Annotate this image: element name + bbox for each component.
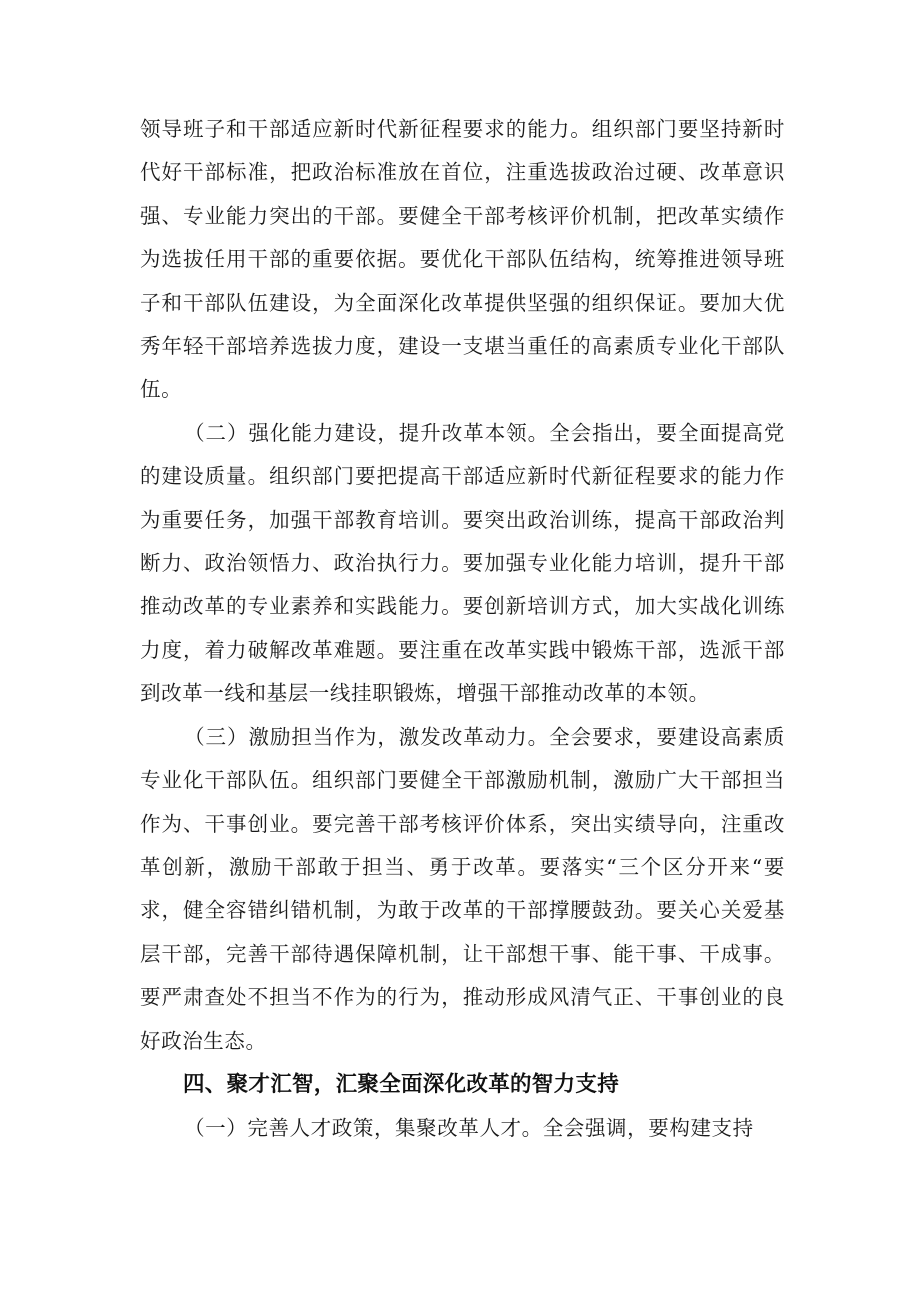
paragraph-strengthen-capability: （二）强化能力建设，提升改革本领。全会指出，要全面提高党的建设质量。组织部门要把提高干部适应新时代新征程要求的能力作为重要任务，加强干部教育培训。要突出政治训练，提高干部政治判断力、政治领悟力、政治执行力。要加强专业化能力培训，提升干部推动改革的专业素养和实践能力。要创新培训方式，加大实战化训练力度，着力破解改革难题。要注重在改革实践中锻炼干部，选派干部到改革一线和基层一线挂职锻炼，增强干部推动改革的本领。 bbox=[140, 420, 785, 706]
paragraph-talent-policy: （一）完善人才政策，集聚改革人才。全会强调，要构建支持 bbox=[184, 1115, 754, 1140]
paragraph-continuation: 领导班子和干部适应新时代新征程要求的能力。组织部门要坚持新时代好干部标准，把政治标准放在首位，注重选拔政治过硬、改革意识强、专业能力突出的干部。要健全干部考核评价机制，把改革实绩作为选拔任用干部的重要依据。要优化干部队伍结构，统筹推进领导班子和干部队伍建设，为全面深化改革提供坚强的组织保证。要加大优秀年轻干部培养选拔力度，建设一支堪当重任的高素质专业化干部队伍。 bbox=[140, 117, 785, 402]
document-body bbox=[140, 108, 785, 1150]
section-heading-four: 四、聚才汇智，汇聚全面深化改革的智力支持 bbox=[183, 1071, 620, 1097]
paragraph-encourage-responsibility: （三）激励担当作为，激发改革动力。全会要求，要建设高素质专业化干部队伍。组织部门要健全干部激励机制，激励广大干部担当作为、干事创业。要完善干部考核评价体系，突出实绩导向，注重改革创新，激励干部敢于担当、勇于改革。要落实“三个区分开来“要求，健全容错纠错机制，为敢于改革的干部撑腰鼓劲。要关心关爱基层干部，完善干部待遇保障机制，让干部想干事、能干事、干成事。要严肃查处不担当不作为的行为，推动形成风清气正、干事创业的良好政治生态。 bbox=[140, 724, 785, 1053]
